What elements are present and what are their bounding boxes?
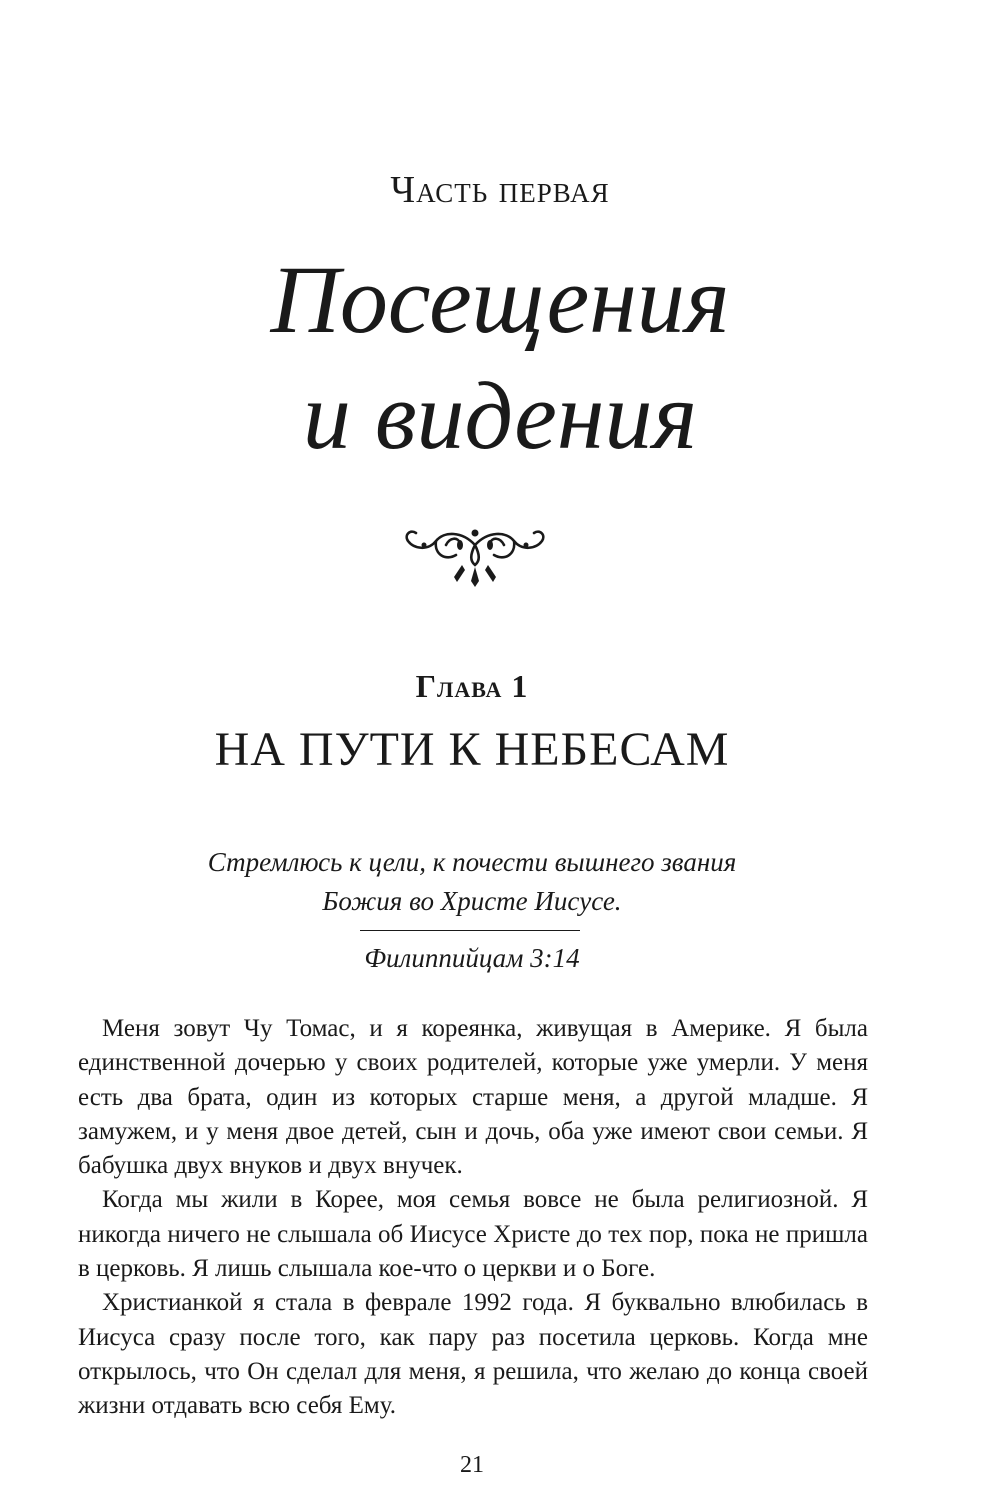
paragraph: Когда мы жили в Корее, моя семья вовсе не была религиозной. Я никогда ничего не слышала об Иисусе Христе до тех пор, пока не пришла в церковь. Я лишь слышала кое-что о церкви и о Боге. bbox=[78, 1186, 868, 1283]
chapter-title: НА ПУТИ К НЕБЕСАМ bbox=[214, 723, 730, 776]
epigraph-source: Филиппийцам 3:14 bbox=[364, 943, 580, 973]
part-label: Часть первая bbox=[390, 169, 610, 211]
paragraph: Меня зовут Чу Томас, и я кореянка, живущая в Америке. Я была единственной дочерью у своих родителей, которые уже умерли. У меня есть два брата, один из которых старше меня, а другой младше. Я замужем, и у меня двое детей, сын и дочь, оба уже имеют свои семьи. Я бабушка двух внуков и двух внучек. bbox=[78, 1015, 868, 1180]
epigraph bbox=[0, 843, 944, 921]
paragraph: Христианкой я стала в феврале 1992 года. Я буквально влюбилась в Иисуса сразу после того, как пару раз посетила церковь. Когда мне открылось, что Он сделал для меня, я решила, что желаю до конца своей жизни отдавать всю себя Ему. bbox=[78, 1289, 868, 1420]
chapter-label: Глава 1 bbox=[415, 668, 529, 704]
body-text bbox=[78, 1012, 868, 1424]
part-title bbox=[0, 242, 1000, 474]
epigraph-line1: Стремлюсь к цели, к почести вышнего звания bbox=[207, 847, 737, 877]
floral-ornament-icon bbox=[400, 515, 550, 590]
part-title-line1: Посещения bbox=[270, 246, 730, 353]
page-number: 21 bbox=[460, 1452, 484, 1478]
part-title-line2: и видения bbox=[302, 362, 698, 469]
epigraph-line2: Божия во Христе Иисусе. bbox=[322, 886, 622, 916]
epigraph-rule bbox=[360, 930, 580, 931]
